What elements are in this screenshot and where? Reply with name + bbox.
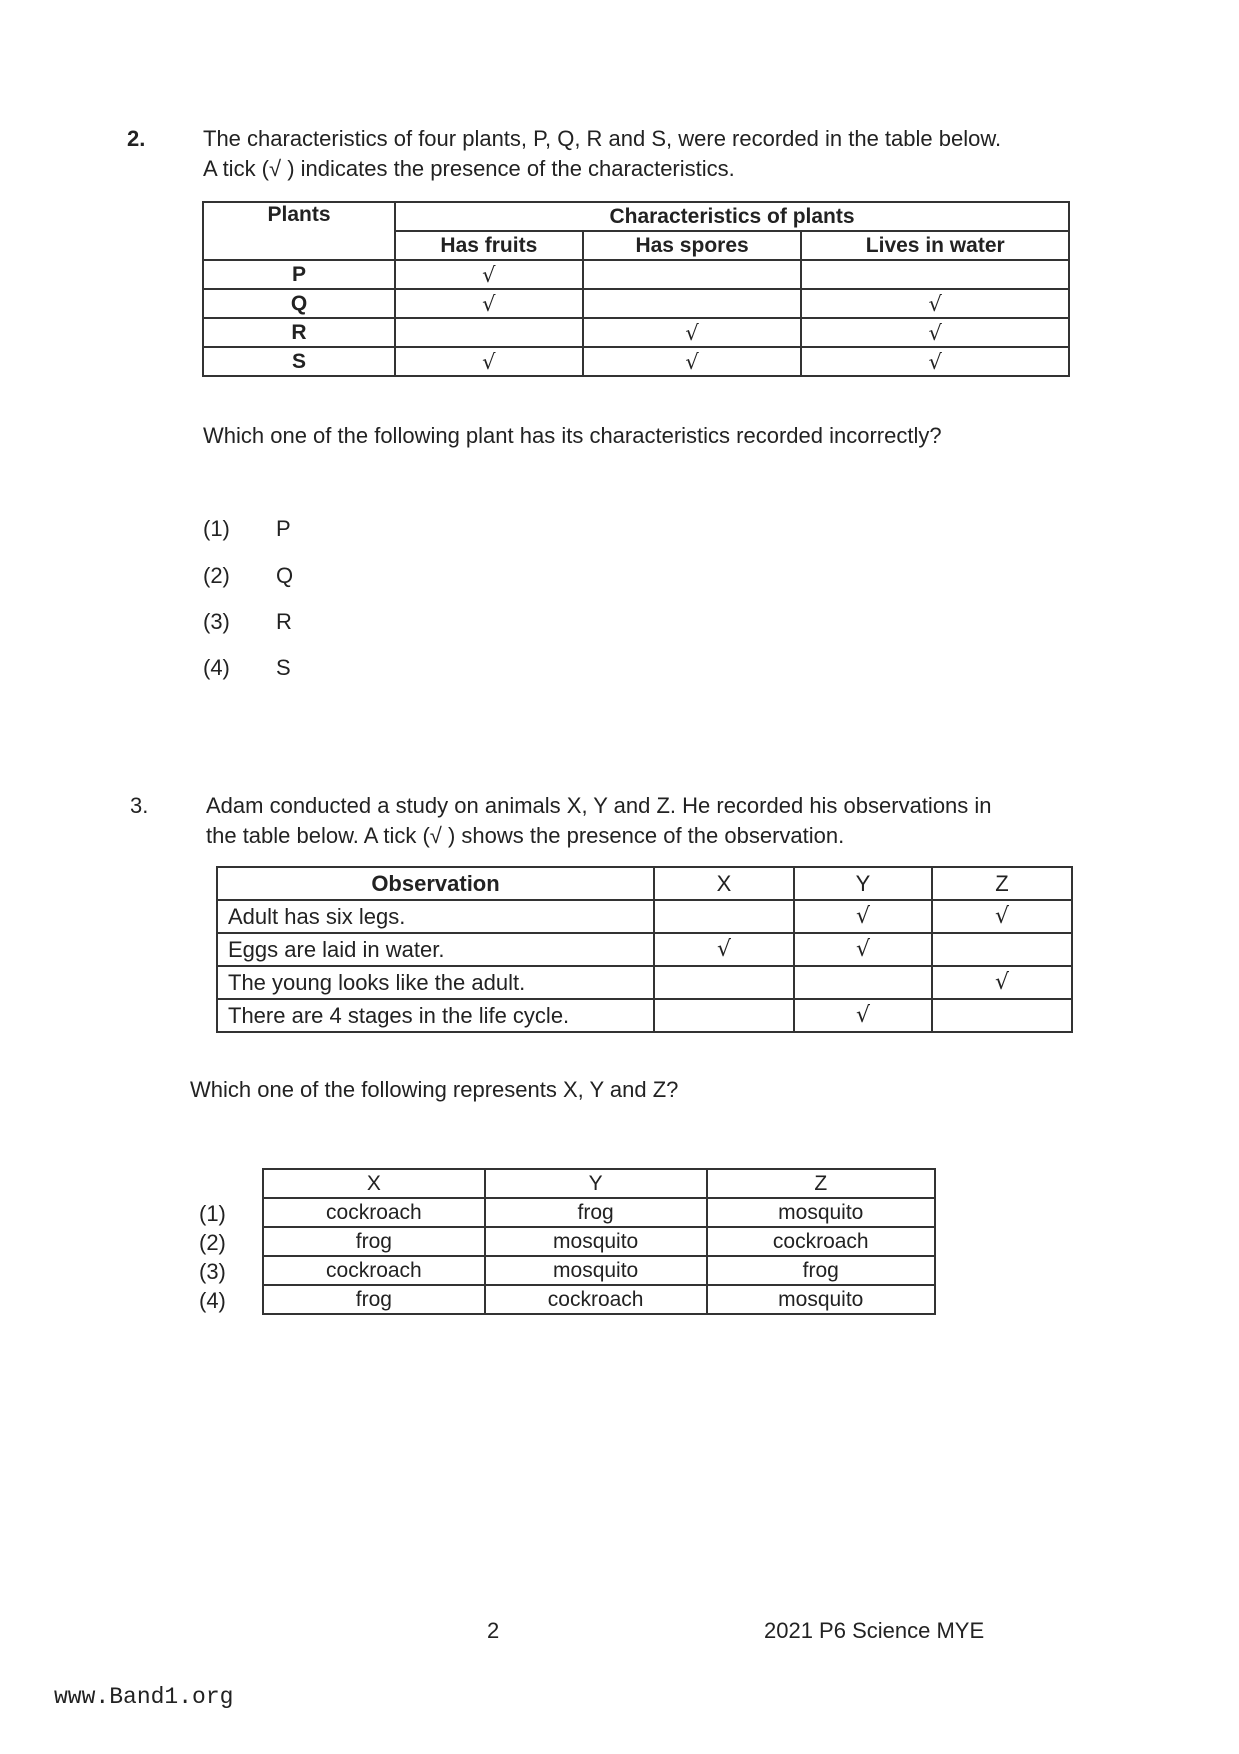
tick-cell	[654, 999, 794, 1032]
header-has-spores: Has spores	[583, 231, 802, 260]
tick-cell: √	[932, 966, 1072, 999]
option-value: S	[276, 655, 291, 680]
animal-cell: mosquito	[485, 1256, 707, 1285]
table-row	[263, 1227, 935, 1256]
tick-cell: √	[583, 318, 802, 347]
animal-cell: cockroach	[485, 1285, 707, 1314]
question-2-text-line1: The characteristics of four plants, P, Q, R and S, were recorded in the table below.	[203, 126, 1002, 151]
header-y: Y	[794, 867, 932, 900]
table-row	[217, 900, 1072, 933]
animal-cell: mosquito	[485, 1227, 707, 1256]
tick-cell	[583, 289, 802, 318]
question-3-prompt: Which one of the following represents X, Y and Z?	[190, 1077, 679, 1102]
option-number: (1)	[203, 516, 230, 541]
plant-label: R	[203, 318, 395, 347]
option-number: (4)	[203, 655, 230, 680]
option-1[interactable]	[203, 516, 291, 542]
plant-label: Q	[203, 289, 395, 318]
observation-text: Adult has six legs.	[217, 900, 654, 933]
tick-cell	[583, 260, 802, 289]
tick-cell: √	[654, 933, 794, 966]
header-x: X	[263, 1169, 485, 1198]
header-characteristics: Characteristics of plants	[395, 202, 1069, 231]
table-row	[203, 347, 1069, 376]
option-number[interactable]: (4)	[199, 1288, 226, 1313]
option-number[interactable]: (3)	[199, 1259, 226, 1284]
option-number[interactable]: (1)	[199, 1201, 226, 1226]
question-2-text-line2: A tick (√ ) indicates the presence of the characteristics.	[203, 156, 735, 181]
option-4[interactable]	[203, 655, 291, 681]
header-has-fruits: Has fruits	[395, 231, 583, 260]
tick-cell: √	[794, 900, 932, 933]
question-3-text-line2: the table below. A tick (√ ) shows the presence of the observation.	[206, 823, 845, 848]
header-observation: Observation	[217, 867, 654, 900]
animal-cell: frog	[263, 1285, 485, 1314]
animal-cell: cockroach	[707, 1227, 936, 1256]
tick-cell: √	[801, 318, 1069, 347]
animal-cell: frog	[263, 1227, 485, 1256]
header-lives-in-water: Lives in water	[801, 231, 1069, 260]
animal-cell: mosquito	[707, 1285, 936, 1314]
table-row	[217, 966, 1072, 999]
question-2-prompt: Which one of the following plant has its characteristics recorded incorrectly?	[203, 423, 942, 448]
tick-cell	[932, 999, 1072, 1032]
plant-label: S	[203, 347, 395, 376]
question-3-text-line1: Adam conducted a study on animals X, Y and Z. He recorded his observations in	[206, 793, 992, 818]
option-2[interactable]	[203, 563, 294, 589]
header-x: X	[654, 867, 794, 900]
option-value: R	[276, 609, 292, 634]
tick-cell: √	[801, 347, 1069, 376]
option-number: (3)	[203, 609, 230, 634]
answer-option-numbers	[199, 1199, 226, 1315]
exam-title: 2021 P6 Science MYE	[764, 1618, 985, 1643]
tick-cell: √	[395, 289, 583, 318]
table-row	[203, 318, 1069, 347]
tick-cell	[932, 933, 1072, 966]
table-row	[263, 1256, 935, 1285]
animal-cell: frog	[707, 1256, 936, 1285]
tick-cell	[654, 900, 794, 933]
table-row	[217, 999, 1072, 1032]
animal-cell: cockroach	[263, 1256, 485, 1285]
option-3[interactable]	[203, 609, 292, 635]
watermark: www.Band1.org	[54, 1684, 234, 1710]
table-row	[203, 289, 1069, 318]
header-z: Z	[707, 1169, 936, 1198]
tick-cell: √	[801, 289, 1069, 318]
question-2-number: 2.	[127, 126, 146, 151]
option-number[interactable]: (2)	[199, 1230, 226, 1255]
observation-text: Eggs are laid in water.	[217, 933, 654, 966]
plants-table	[202, 201, 1070, 377]
plant-label: P	[203, 260, 395, 289]
tick-cell	[794, 966, 932, 999]
table-row	[263, 1285, 935, 1314]
header-y: Y	[485, 1169, 707, 1198]
page-number: 2	[487, 1618, 500, 1643]
observation-text: The young looks like the adult.	[217, 966, 654, 999]
tick-cell: √	[794, 933, 932, 966]
question-3-number: 3.	[130, 793, 149, 818]
tick-cell	[801, 260, 1069, 289]
animal-cell: cockroach	[263, 1198, 485, 1227]
table-row	[263, 1198, 935, 1227]
tick-cell: √	[794, 999, 932, 1032]
tick-cell	[395, 318, 583, 347]
tick-cell: √	[395, 347, 583, 376]
animal-cell: mosquito	[707, 1198, 936, 1227]
answer-options-table	[262, 1168, 936, 1315]
table-row	[217, 933, 1072, 966]
table-row	[203, 260, 1069, 289]
header-plants: Plants	[203, 202, 395, 260]
tick-cell: √	[932, 900, 1072, 933]
option-number: (2)	[203, 563, 230, 588]
option-value: P	[276, 516, 291, 541]
tick-cell	[654, 966, 794, 999]
option-value: Q	[276, 563, 294, 588]
observation-text: There are 4 stages in the life cycle.	[217, 999, 654, 1032]
animal-cell: frog	[485, 1198, 707, 1227]
header-z: Z	[932, 867, 1072, 900]
observations-table	[216, 866, 1073, 1033]
tick-cell: √	[395, 260, 583, 289]
tick-cell: √	[583, 347, 802, 376]
